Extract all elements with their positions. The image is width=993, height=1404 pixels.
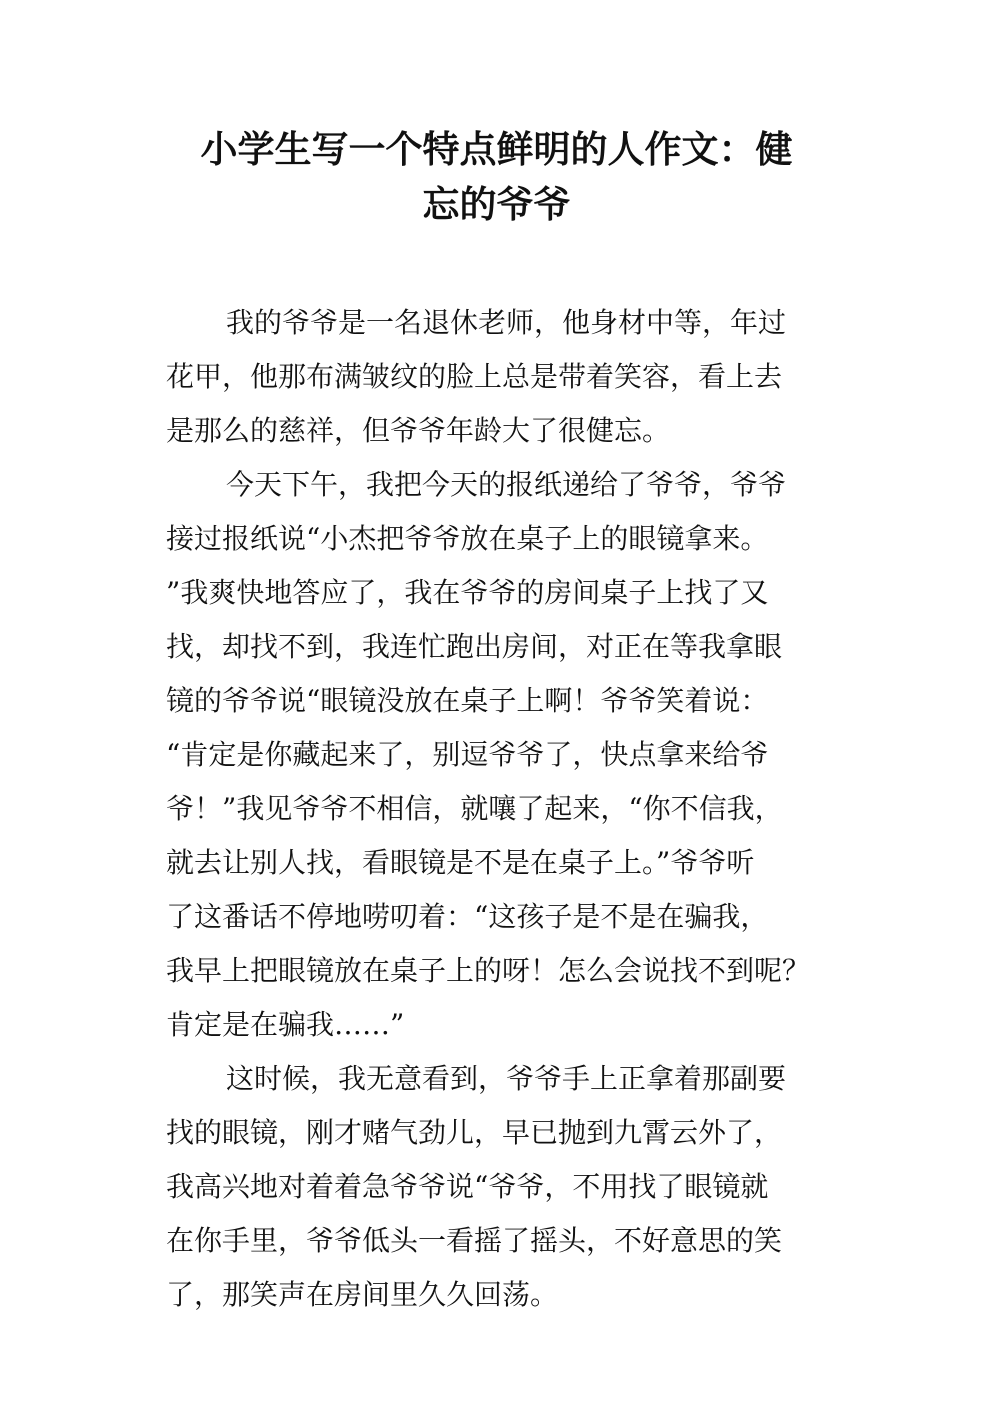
title-line: 小学生写一个特点鲜明的人作文：健 [200, 128, 793, 171]
text-line: 这时候，我无意看到，爷爷手上正拿着那副要 [226, 1062, 787, 1095]
text-line: 就去让别人找，看眼镜是不是在桌子上。”爷爷听 [166, 846, 755, 879]
text-line: 接过报纸说“小杰把爷爷放在桌子上的眼镜拿来。 [166, 522, 769, 555]
text-line: “肯定是你藏起来了，别逗爷爷了，快点拿来给爷 [166, 738, 769, 771]
text-line: 了这番话不停地唠叨着：“这孩子是不是在骗我， [166, 900, 769, 933]
paragraph [166, 1052, 846, 1322]
text-line: 肯定是在骗我……” [166, 1008, 405, 1041]
text-line: 找，却找不到，我连忙跑出房间，对正在等我拿眼 [166, 630, 783, 663]
text-line: 我高兴地对着着急爷爷说“爷爷，不用找了眼镜就 [166, 1170, 769, 1203]
essay-body [166, 296, 846, 1322]
text-line: 找的眼镜，刚才赌气劲儿，早已抛到九霄云外了， [166, 1116, 783, 1149]
text-line: 镜的爷爷说“眼镜没放在桌子上啊！爷爷笑着说： [166, 684, 769, 717]
text-line: 是那么的慈祥，但爷爷年龄大了很健忘。 [166, 414, 671, 447]
title-line: 忘的爷爷 [422, 183, 571, 226]
paragraph [166, 296, 846, 458]
text-line: 我早上把眼镜放在桌子上的呀！怎么会说找不到呢？ [166, 954, 811, 987]
text-line: ”我爽快地答应了，我在爷爷的房间桌子上找了又 [166, 576, 769, 609]
page-title [150, 122, 843, 232]
text-line: 我的爷爷是一名退休老师，他身材中等，年过 [226, 306, 787, 339]
text-line: 今天下午，我把今天的报纸递给了爷爷，爷爷 [226, 468, 787, 501]
text-line: 花甲，他那布满皱纹的脸上总是带着笑容，看上去 [166, 360, 783, 393]
text-line: 爷！”我见爷爷不相信，就嚷了起来，“你不信我， [166, 792, 783, 825]
paragraph [166, 458, 846, 1052]
text-line: 了，那笑声在房间里久久回荡。 [166, 1278, 559, 1311]
text-line: 在你手里，爷爷低头一看摇了摇头，不好意思的笑 [166, 1224, 783, 1257]
